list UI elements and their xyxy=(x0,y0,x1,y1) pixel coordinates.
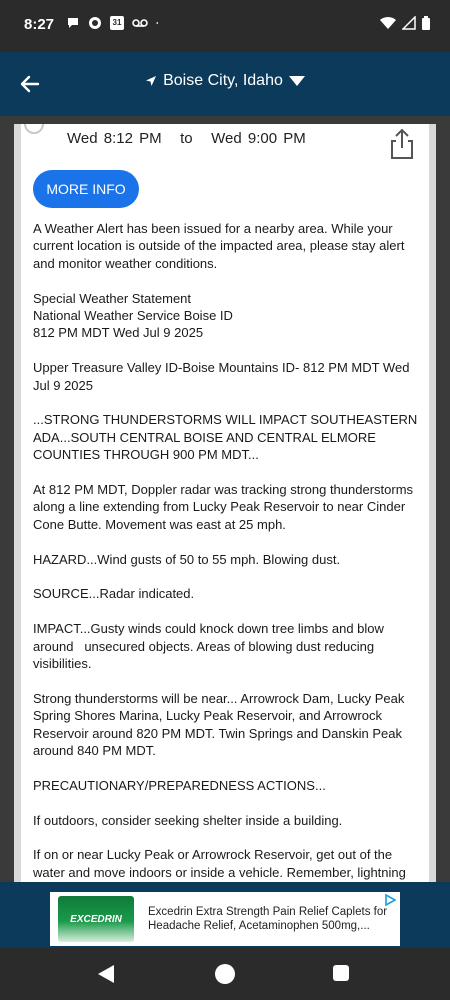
nav-home-icon[interactable] xyxy=(215,964,235,984)
ad-text: Excedrin Extra Strength Pain Relief Caplets for Headache Relief, Acetaminophen 500mg,... xyxy=(148,906,388,932)
location-name: Boise City, Idaho xyxy=(163,72,283,89)
alert-paragraph: SOURCE...Radar indicated. xyxy=(33,586,195,602)
caret-down-icon xyxy=(289,76,305,86)
adchoices-icon[interactable] xyxy=(384,894,396,906)
notification-icons xyxy=(66,16,162,30)
alert-paragraph: PRECAUTIONARY/PREPAREDNESS ACTIONS... xyxy=(33,777,326,793)
alert-paragraph: HAZARD...Wind gusts of 50 to 55 mph. Blowing dust. xyxy=(33,551,341,567)
chat-bubble-icon xyxy=(66,16,80,30)
alert-severity-icon xyxy=(24,124,44,134)
status-bar xyxy=(0,0,450,52)
badge-icon xyxy=(88,16,102,30)
nav-recents-icon[interactable] xyxy=(333,965,349,981)
location-selector[interactable] xyxy=(0,72,450,90)
alert-to-label: to xyxy=(180,130,193,147)
alert-paragraph: If on or near Lucky Peak or Arrowrock Reservoir, get out of the water and move indoors or inside a vehicle. Remember, lightning xyxy=(33,847,406,880)
alert-paragraph: If outdoors, consider seeking shelter inside a building. xyxy=(33,812,343,828)
status-time: 8:27 xyxy=(24,16,55,33)
ad-banner[interactable] xyxy=(50,892,400,946)
dot-icon xyxy=(156,16,162,30)
more-info-button[interactable]: MORE INFO xyxy=(33,170,139,208)
location-arrow-icon xyxy=(145,75,157,87)
signal-icon xyxy=(402,16,416,30)
alert-paragraph: Special Weather Statement National Weather Service Boise ID 812 PM MDT Wed Jul 9 2025 xyxy=(33,290,233,341)
alert-card xyxy=(14,124,436,882)
system-nav-bar xyxy=(0,948,450,1000)
alert-end-time: Wed 9:00 PM xyxy=(211,130,306,147)
battery-icon xyxy=(422,16,430,30)
calendar-icon: 31 xyxy=(110,16,124,30)
alert-paragraph: A Weather Alert has been issued for a nearby area. While your current location is outside of the impacted area, please stay alert and monitor weather conditions. xyxy=(33,221,409,271)
alert-time-range xyxy=(67,130,306,147)
ad-bar xyxy=(0,882,450,948)
wifi-icon xyxy=(380,16,396,30)
nav-back-icon[interactable] xyxy=(96,964,116,984)
alert-paragraph: ...STRONG THUNDERSTORMS WILL IMPACT SOUTHEASTERN ADA...SOUTH CENTRAL BOISE AND CENTRAL ELMORE COUNTIES THROUGH 900 PM MDT... xyxy=(33,412,421,463)
share-button[interactable] xyxy=(387,128,417,160)
alert-start-time: Wed 8:12 PM xyxy=(67,130,162,147)
alert-paragraph: At 812 PM MDT, Doppler radar was tracking strong thunderstorms along a line extending from Lucky Peak Reservoir to near Cinder Cone Butte. Movement was east at 25 mph. xyxy=(33,482,417,532)
system-icons xyxy=(380,16,430,30)
ad-logo-text: EXCEDRIN xyxy=(70,913,122,925)
share-icon xyxy=(387,128,417,160)
alert-paragraph: IMPACT...Gusty winds could knock down tree limbs and blow around unsecured objects. Areas of blowing dust reducing visibilities. xyxy=(33,621,388,672)
alert-paragraph: Upper Treasure Valley ID-Boise Mountains ID- 812 PM MDT Wed Jul 9 2025 xyxy=(33,360,414,393)
ad-product-image xyxy=(58,896,134,942)
alert-paragraph: Strong thunderstorms will be near... Arrowrock Dam, Lucky Peak Spring Shores Marina, Lucky Peak Reservoir, and Arrowrock Reservoir around 820 PM MDT. Twin Springs and Danskin Peak around 840 PM MDT. xyxy=(33,690,409,759)
voicemail-icon xyxy=(132,16,148,30)
alert-body xyxy=(33,220,421,882)
app-bar xyxy=(0,52,450,116)
alert-scroll-area[interactable] xyxy=(0,116,450,882)
